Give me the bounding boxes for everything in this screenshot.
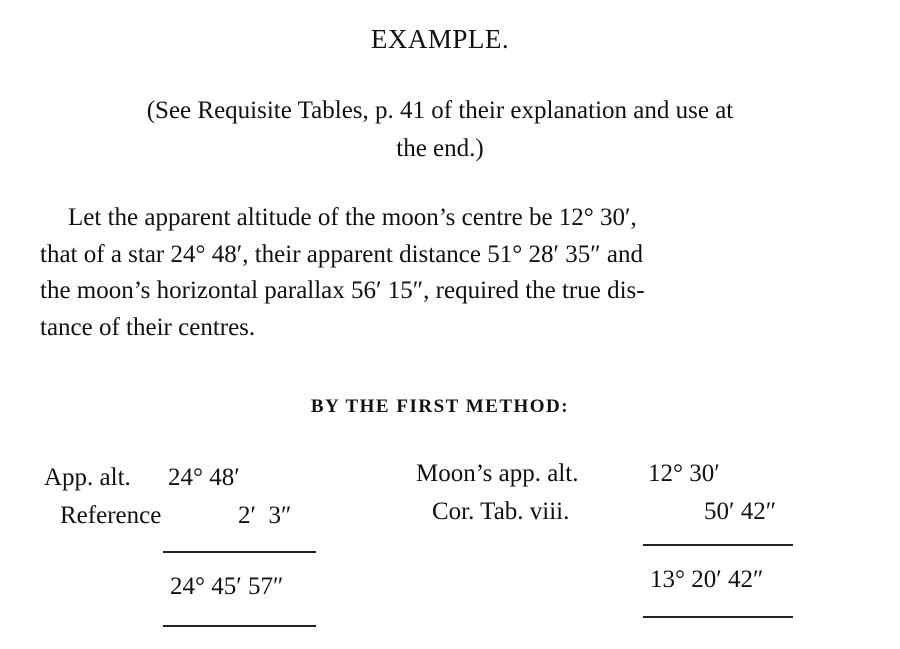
right-row2-label: Cor. Tab. viii. [432,498,570,525]
left-row2-value: 2′ 3″ [238,502,292,529]
paragraph-line-1: Let the apparent altitude of the moon’s centre be 12° 30′, [68,204,637,231]
reference-note-line-1: (See Requisite Tables, p. 41 of their explanation and use at [146,97,734,124]
left-row1-value: 24° 48′ [168,464,240,491]
left-result: 24° 45′ 57″ [170,573,284,600]
reference-note [36,92,844,168]
right-result-rule [643,616,793,618]
right-result: 13° 20′ 42″ [650,566,764,593]
right-row2-value: 50′ 42″ [704,498,777,525]
right-row1-value: 12° 30′ [648,460,720,487]
problem-paragraph [40,200,840,346]
page-heading: EXAMPLE. [370,24,510,54]
left-row2-label: Reference [60,502,162,529]
paragraph-line-4: tance of their centres. [40,313,256,341]
paragraph-line-3: the moon’s horizontal parallax 56′ 15″, required the true dis- [40,277,645,304]
right-row1-label: Moon’s app. alt. [416,460,579,487]
section-title: BY THE FIRST METHOD: [310,396,570,417]
left-row1-label: App. alt. [44,464,131,491]
reference-note-line-2: the end.) [396,135,484,162]
paragraph-line-2: that of a star 24° 48′, their apparent distance 51° 28′ 35″ and [40,240,643,268]
left-sum-rule [163,551,316,553]
right-sum-rule [643,544,793,546]
left-result-rule [163,625,316,627]
